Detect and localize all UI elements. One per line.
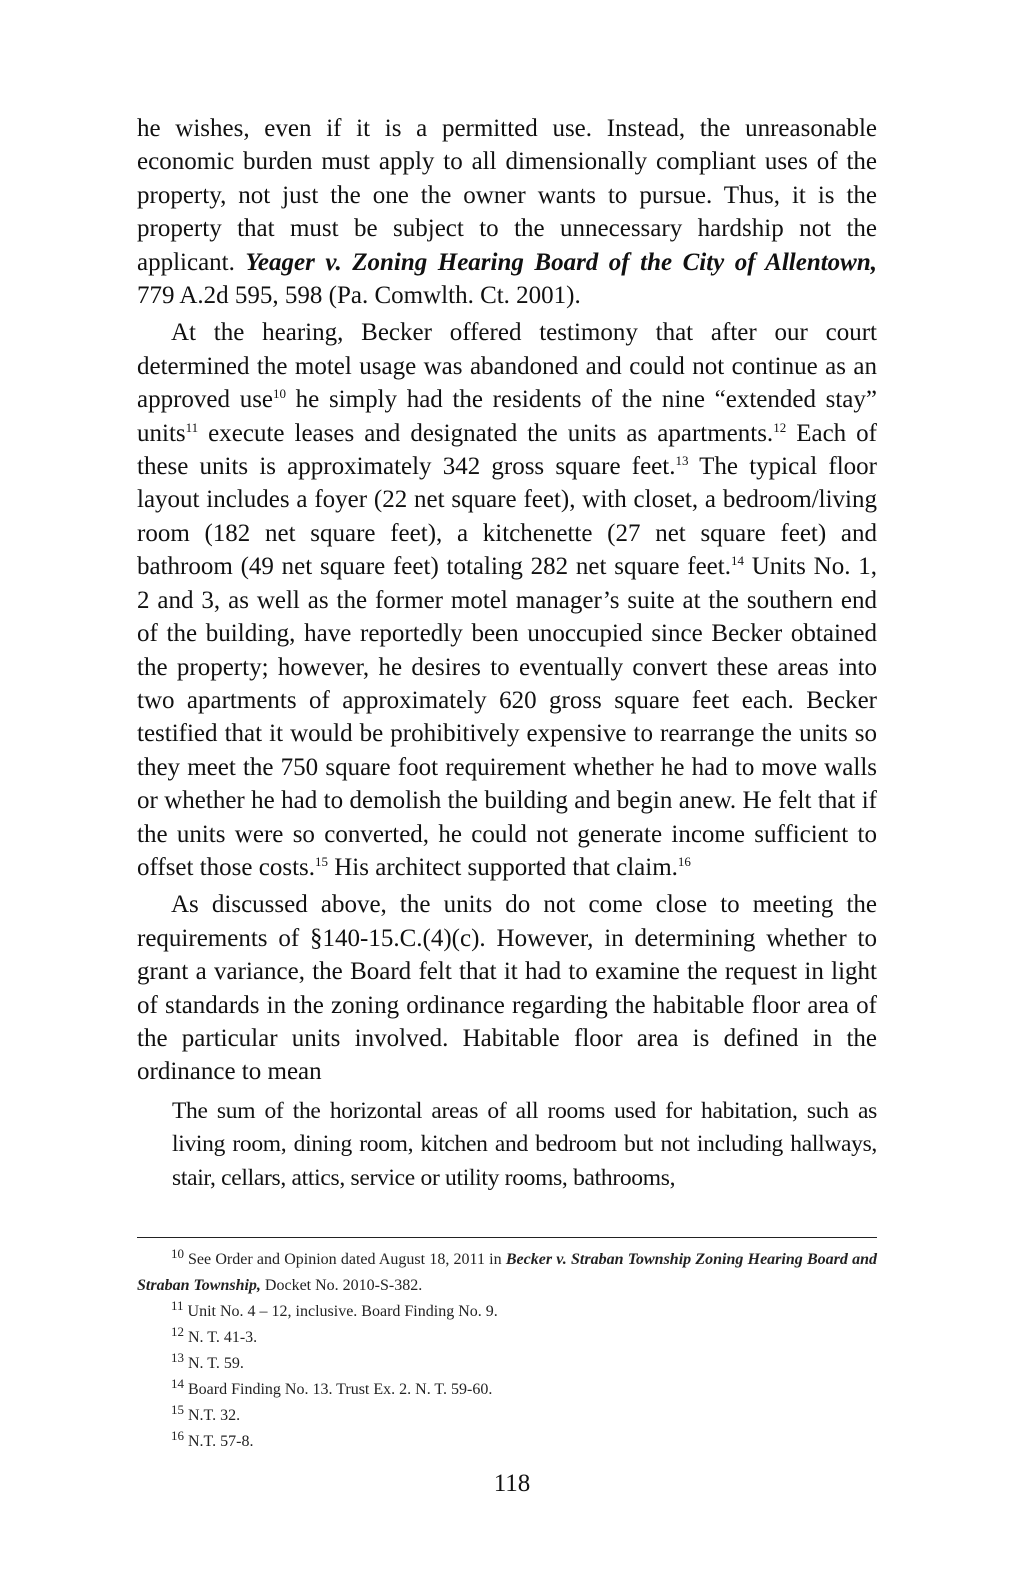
case-citation: Yeager v. Zoning Hearing Board of the City of Allentown, [245,248,877,276]
footnote-number: 16 [171,1428,184,1443]
footnote-case-citation: Becker v. Straban Township Zoning Hearing Board and Straban Township, [137,1251,877,1294]
footnote-13 [137,1351,877,1377]
paragraph-2-text: The typical floor layout includes a foyer (22 net square feet), with closet, a bedroom/living room (182 net square feet), a kitchenette (27 net square feet) and bathroom (49 net square feet) totaling 282 net square feet. [137,453,877,581]
footnote-text: N.T. 32. [188,1407,241,1424]
paragraph-2-text: His architect supported that claim. [328,853,678,881]
footnote-text: Board Finding No. 13. Trust Ex. 2. N. T. 59-60. [188,1381,493,1398]
paragraph-2-text: he simply had the residents of the nine “extended stay” units [137,386,877,447]
footnote-number: 11 [171,1298,184,1313]
paragraph-1 [137,112,877,312]
footnote-text: N.T. 57-8. [188,1433,254,1450]
footnote-text: Docket No. 2010-S-382. [260,1277,423,1294]
footnote-ref-12: 12 [773,419,787,435]
footnote-ref-13: 13 [675,453,689,469]
page-number: 118 [493,1470,531,1497]
footnote-11 [137,1299,877,1325]
footnote-number: 13 [171,1350,184,1365]
citation-reporter: 779 A.2d 595, 598 (Pa. Comwlth. Ct. 2001). [137,282,581,310]
footnotes [137,1247,877,1455]
footnote-number: 14 [171,1376,184,1391]
paragraph-3: As discussed above, the units do not come close to meeting the requirements of §140-15.C.(4)(c). However, in determining whether to grant a variance, the Board felt that it had to examine the request in light of standards in the zoning ordinance regarding the habitable floor area of the particular units involved. Habitable floor area is defined in the ordinance to mean [137,891,877,1086]
footnote-number: 10 [171,1246,184,1261]
footnote-number: 15 [171,1402,184,1417]
footnote-14 [137,1377,877,1403]
footnote-ref-15: 15 [315,853,328,869]
footnote-10 [137,1247,877,1299]
footnote-text: Unit No. 4 – 12, inclusive. Board Finding No. 9. [187,1303,498,1320]
paragraph-1-text: he wishes, even if it is a permitted use. Instead, the unreasonable economic burden must apply to all dimensionally compliant uses of the property, not just the one the owner wants to pursue. Thus, it is the property that must be subject to the unnecessary hardship not the applicant. [137,115,877,276]
footnote-15 [137,1403,877,1429]
footnote-text: N. T. 41-3. [188,1329,258,1346]
footnote-divider [137,1237,877,1238]
footnote-12 [137,1325,877,1351]
footnote-number: 12 [171,1324,184,1339]
footnote-ref-16: 16 [677,853,691,869]
footnote-text: N. T. 59. [188,1355,244,1372]
paragraph-2-text: Each of these units is approximately 342 gross square feet. [137,419,877,481]
main-text [137,112,877,1195]
paragraph-2-text: Units No. 1, 2 and 3, as well as the former motel manager’s suite at the southern end of the building, have reportedly been unoccupied since Becker obtained the property; however, he desires to eventually convert these areas into two apartments of approximately 620 gross square feet each. Becker testified that it would be prohibitively expensive to rearrange the units so they meet the 750 square foot requirement whether he had to move walls or whether he had to demolish the building and begin anew. He felt that if the units were so converted, he could not generate income sufficient to offset those costs. [137,553,877,881]
footnote-ref-14: 14 [730,553,744,569]
block-quote: The sum of the horizontal areas of all rooms used for habitation, such as living room, dining room, kitchen and bedroom but not including hallways, stair, cellars, attics, service or utility rooms, bathrooms, [172,1097,877,1191]
footnote-text: See Order and Opinion dated August 18, 2011 in [188,1251,506,1268]
footnote-ref-10: 10 [273,386,287,402]
paragraph-2-text: At the hearing, Becker offered testimony that after our court determined the motel usage was abandoned and could not continue as an approved use [137,319,877,414]
paragraph-2-text: execute leases and designated the units as apartments. [198,419,774,447]
footnote-16 [137,1429,877,1455]
footnote-ref-11: 11 [185,419,199,435]
paragraph-2 [137,316,877,884]
